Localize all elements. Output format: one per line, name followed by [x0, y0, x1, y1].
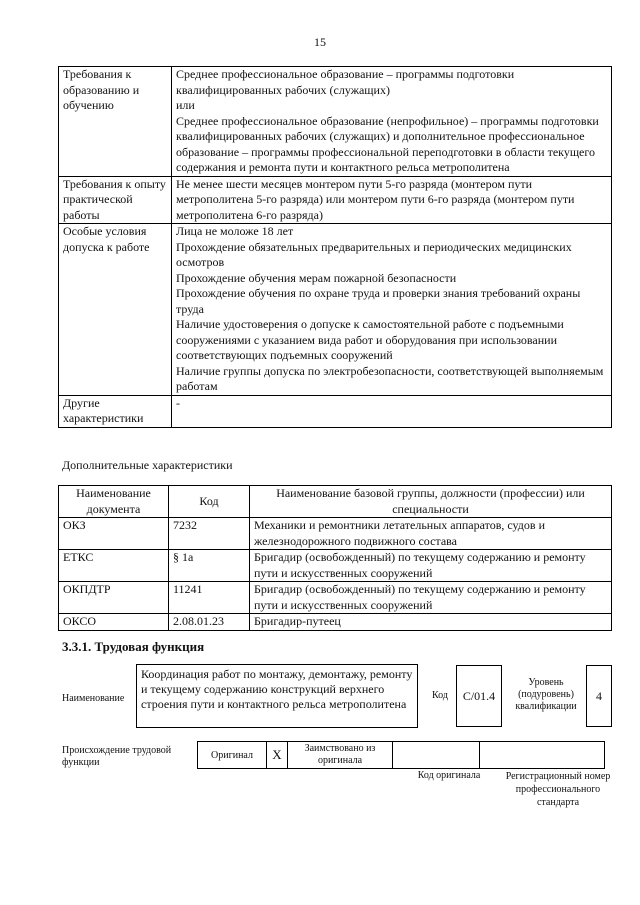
requirement-label: Особые условия допуска к работе	[59, 224, 172, 396]
origin-table	[197, 741, 605, 769]
qualification-level-label: Уровень (подуровень) квалификации	[515, 677, 577, 712]
requirement-row	[59, 395, 612, 427]
base-group-cell: Бригадир (освобожденный) по текущему содержанию и ремонту пути и искусственных сооружений	[250, 550, 612, 582]
requirement-line: или	[176, 98, 195, 112]
requirement-row	[59, 176, 612, 224]
original-cell: Оригинал	[198, 742, 267, 769]
table-row	[59, 582, 612, 614]
name-label: Наименование	[62, 693, 125, 704]
code-label: Код	[432, 690, 448, 701]
additional-characteristics-table	[58, 485, 612, 631]
header-document-name: Наименование документа	[59, 486, 169, 518]
requirement-label: Другие характеристики	[59, 395, 172, 427]
requirement-line: Прохождение обучения по охране труда и проверки знания требований охраны труда	[176, 286, 581, 316]
labor-function-title: 3.3.1. Трудовая функция	[62, 639, 205, 654]
function-code-box: С/01.4	[456, 665, 502, 727]
requirement-value	[172, 67, 612, 177]
code-cell: 2.08.01.23	[169, 614, 250, 631]
code-cell: 11241	[169, 582, 250, 614]
code-original-caption: Код оригинала	[417, 770, 481, 781]
base-group-cell: Механики и ремонтники летательных аппаратов, судов и железнодорожного подвижного состава	[250, 518, 612, 550]
requirement-line: Лица не моложе 18 лет	[176, 224, 294, 238]
requirement-label: Требования к опыту практической работы	[59, 176, 172, 224]
base-group-cell: Бригадир (освобожденный) по текущему содержанию и ремонту пути и искусственных сооружений	[250, 582, 612, 614]
reg-number-caption: Регистрационный номер профессионального стандарта	[505, 771, 611, 808]
base-group-cell: Бригадир-путеец	[250, 614, 612, 631]
document-name-cell: ОКЗ	[59, 518, 169, 550]
requirement-label: Требования к образованию и обучению	[59, 67, 172, 177]
additional-characteristics-title: Дополнительные характеристики	[62, 458, 233, 472]
requirement-value	[172, 395, 612, 427]
table-row	[59, 550, 612, 582]
header-code: Код	[169, 486, 250, 518]
original-mark-cell: Х	[267, 742, 288, 769]
code-cell: § 1а	[169, 550, 250, 582]
page-number: 15	[314, 35, 326, 49]
requirement-value	[172, 224, 612, 396]
table-row	[59, 518, 612, 550]
requirement-line: Наличие группы допуска по электробезопасности, соответствующей выполняемым работам	[176, 363, 604, 393]
requirement-line: Прохождение обязательных предварительных и периодических медицинских осмотров	[176, 239, 572, 269]
requirement-row	[59, 67, 612, 177]
header-base-group: Наименование базовой группы, должности (профессии) или специальности	[250, 486, 612, 518]
code-original-cell	[393, 742, 480, 769]
requirement-value	[172, 176, 612, 224]
function-name-box: Координация работ по монтажу, демонтажу, ремонту и текущему содержанию конструкций верхнего строения пути и контактного рельса метрополитена	[136, 664, 418, 728]
qualification-level-box: 4	[586, 665, 612, 727]
borrowed-cell: Заимствовано из оригинала	[288, 742, 393, 769]
code-cell: 7232	[169, 518, 250, 550]
document-name-cell: ОКСО	[59, 614, 169, 631]
requirement-line: Среднее профессиональное образование – программы подготовки квалифицированных рабочих (служащих)	[176, 67, 515, 97]
requirement-line: Среднее профессиональное образование (непрофильное) – программы подготовки квалифицированных рабочих (служащих) и дополнительное профессиональное образование – программы профессиональной переподготовки в области текущего содержания и ремонта пути и контактного рельса метрополитена	[176, 113, 599, 174]
table-header-row	[59, 486, 612, 518]
requirement-row	[59, 224, 612, 396]
requirement-line: -	[176, 395, 180, 410]
table-row	[59, 614, 612, 631]
reg-number-cell	[480, 742, 605, 769]
function-origin-label: Происхождение трудовой функции	[62, 745, 172, 768]
document-name-cell: ЕТКС	[59, 550, 169, 582]
requirements-table	[58, 66, 612, 428]
document-name-cell: ОКПДТР	[59, 582, 169, 614]
requirement-line: Прохождение обучения мерам пожарной безопасности	[176, 270, 457, 285]
requirement-line: Наличие удостоверения о допуске к самостоятельной работе с подъемными сооружениями с указанием вида работ и оборудования при использовании соответствующих подъемных сооружений	[176, 317, 564, 362]
requirement-line: Не менее шести месяцев монтером пути 5-го разряда (монтером пути метрополитена 5-го разряда) или монтером пути 6-го разряда (монтером пути метрополитена 6-го разряда)	[176, 176, 575, 222]
